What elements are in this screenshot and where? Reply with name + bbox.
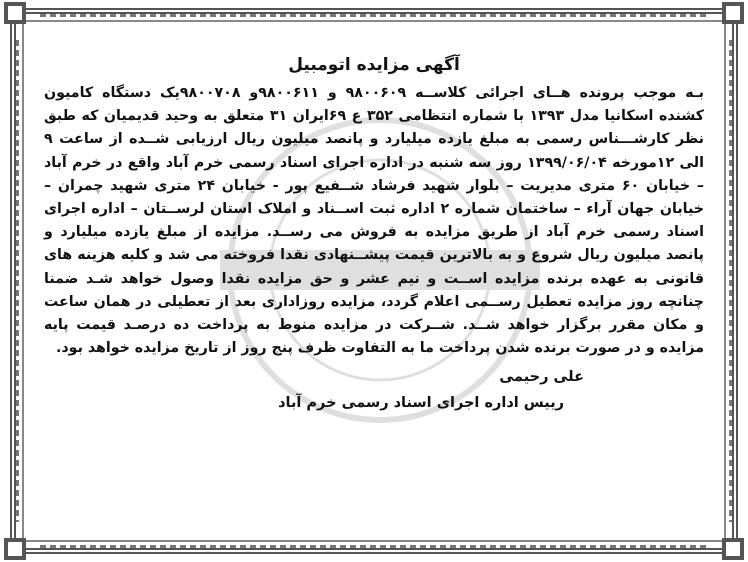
border-ornament-right: [729, 40, 732, 522]
signer-title: رییس اداره اجرای اسناد رسمی خرم آباد: [278, 395, 564, 412]
border-corner-top-left: [4, 2, 26, 24]
border-corner-bottom-right: [722, 538, 744, 560]
notice-content: [44, 54, 704, 414]
border-ornament-bottom: [40, 545, 708, 548]
border-corner-bottom-left: [4, 538, 26, 560]
signer-name: علی رحیمی: [499, 369, 584, 386]
border-corner-top-right: [722, 2, 744, 24]
border-ornament-left: [16, 40, 19, 522]
notice-title: آگهی مزایده اتومبیل: [288, 55, 460, 75]
notice-body: بـه موجب پرونده هــای اجرائی کلاســه ۹۸۰۰۶۰۹ و ۹۸۰۰۶۱۱و ۹۸۰۰۷۰۸یک دستگاه کامیون کشنده اسکانیا مدل ۱۳۹۳ با شماره انتظامی ۳۵۲ ع ۶۹ایران ۳۱ متعلق به وحید قدیمیان که طبق نظر کارشـــناس رسمی به مبلغ یازده میلیارد و پانصد میلیون ریال ارزیابی شــده از ساعت ۹ الی ۱۲مورخه ۱۳۹۹/۰۶/۰۴ روز سه شنبه در اداره اجرای اسناد رسمی خرم آباد واقع در خرم آباد – خیابان ۶۰ متری مدیریت – بلوار شهید فرشاد شــفیع پور - خیابان ۲۴ متری شهید چمران – خیابان جهان آراء – ساختمان شماره ۲ اداره ثبت اســناد و املاک استان لرســتان – اداره اجرای اسناد رسمی خرم آباد از طریق مزایده به فروش می رســد. مزایده از مبلغ یازده میلیارد و پانصد میلیون ریال شروع و به بالاترین قیمت پیشــنهادی نقدا فروخته می شد و کلیه هزینه های قانونی به عهده برنده مزایده اســت و نیم عشر و حق مزایده نقدا وصول خواهد شـد ضمنا چنانچه روز مزایده تعطیل رســمی اعلام گردد، مزایده روزاداری بعد از تعطیلی در همان ساعت و مکان مقرر برگزار خواهد شــد. شــرکت در مزایده منوط به پرداخت ده درصـد قیمت پایه مزایده و در صورت برنده شدن پرداخت ما به التفاوت ظرف پنج روز از تاریخ مزایده خواهد بود.: [44, 85, 705, 357]
border-ornament-top: [40, 14, 708, 17]
